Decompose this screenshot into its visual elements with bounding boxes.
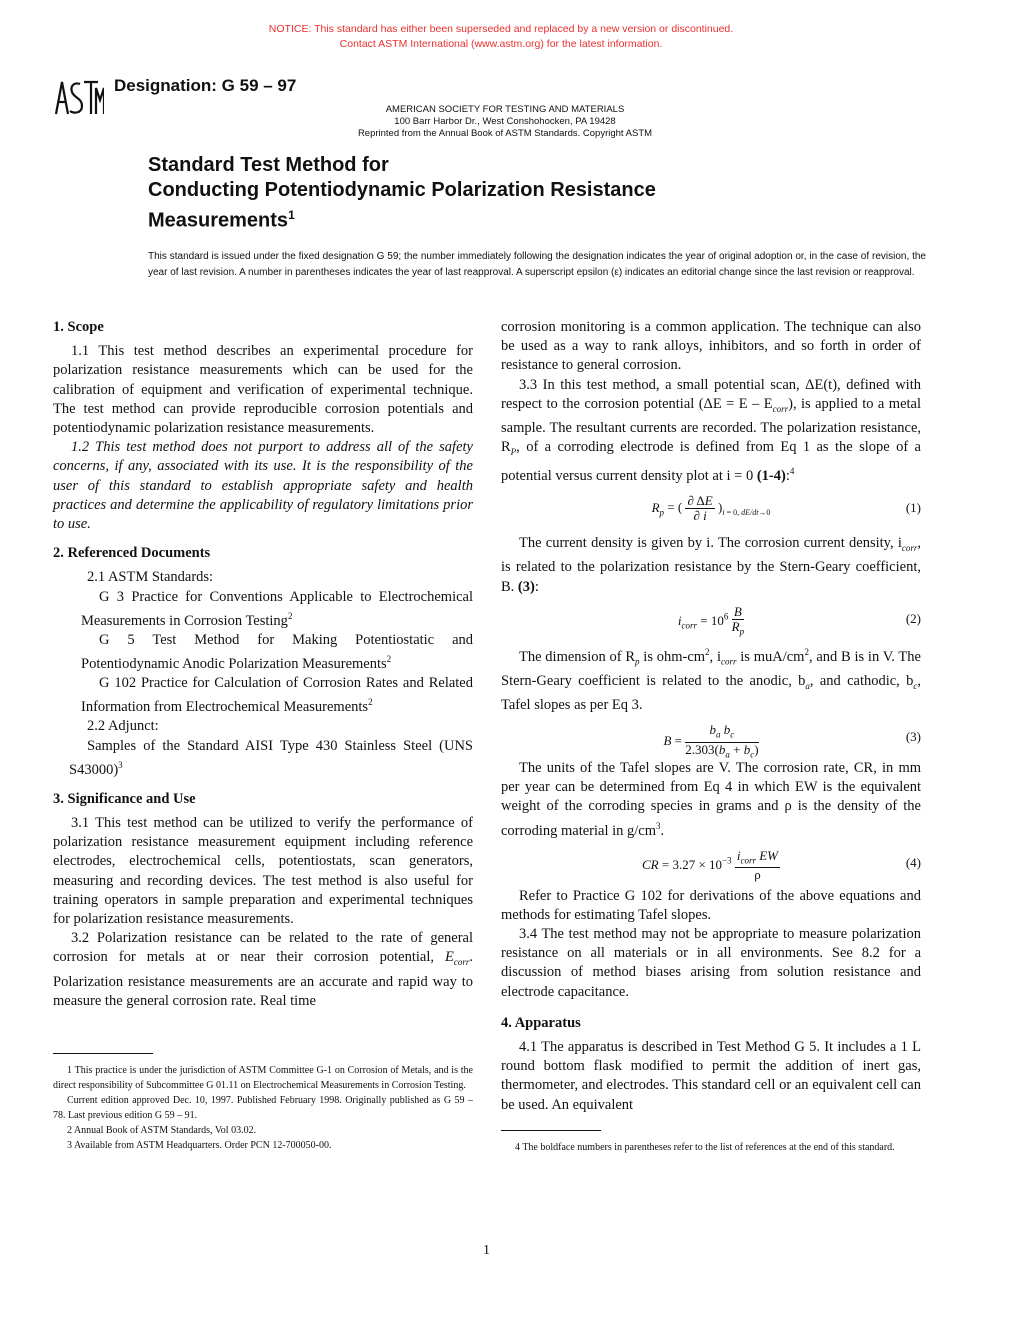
scope-1-1: 1.1 This test method describes an experimental procedure for polarization resistance measurements which can be used for the calibration of equipment and verification of experimental technique. The test method can provide reproducible corrosion potentials and potentiodynamic polarization resistance measurements. bbox=[53, 343, 473, 437]
footnote-rule-right bbox=[501, 1130, 601, 1131]
document-title bbox=[148, 153, 656, 234]
equation-3-number: (3) bbox=[905, 728, 921, 744]
designation: Designation: G 59 – 97 bbox=[114, 76, 297, 95]
ref-g3: G 3 Practice for Conventions Applicable to Electrochemical Measurements in Corrosion Testing$^2$ bbox=[81, 588, 473, 629]
significance-heading: 3. Significance and Use bbox=[53, 790, 196, 807]
notice-line-2: Contact ASTM International (www.astm.org) for the latest information. bbox=[339, 38, 663, 50]
sig-3-1: 3.1 This test method can be utilized to verify the performance of polarization resistance measurement equipment including reference electrodes, electrochemical cells, potentiostats, scan generators, measuring and recording devices. The test method is also useful for training operators in sample preparation and experimental techniques for polarization resistance measurements. bbox=[53, 814, 473, 927]
footnotes-right bbox=[501, 1140, 921, 1155]
scope-heading: 1. Scope bbox=[53, 319, 104, 335]
superseded-notice bbox=[0, 22, 1002, 52]
sig-3-2-continued: corrosion monitoring is a common application. The technique can also be used as a way to rank alloys, inhibitors, and so forth in order of resistance to general corrosion. bbox=[501, 319, 921, 374]
publisher-line-1: AMERICAN SOCIETY FOR TESTING AND MATERIALS bbox=[385, 104, 625, 115]
publisher-line-2: 100 Barr Harbor Dr., West Conshohocken, PA 19428 bbox=[394, 116, 616, 127]
left-column bbox=[53, 318, 473, 1011]
sig-3-3: 3.3 In this test method, a small potential scan, ΔE(t), defined with respect to the corrosion potential $(\Delta E = E - E_{corr})$, is applied to a metal sample. The resultant currents are recorded. The polarization resistance, $R_P$, of a corroding electrode is defined from Eq 1 as the slope of a potential versus current density plot at i = 0 (1-4):$^4$ bbox=[501, 376, 921, 485]
equation-1: $R_p$ = ( $\frac{\partial \Delta E}{\partial i}$ )$_{i = 0, dE/dt\to 0}$ (1) bbox=[651, 493, 921, 524]
footnote-rule-left bbox=[53, 1053, 153, 1054]
refdocs-2-2: 2.2 Adjunct: bbox=[87, 718, 159, 735]
title-line-1: Standard Test Method for bbox=[148, 154, 389, 176]
sig-3-4: 3.4 The test method may not be appropriate to measure polarization resistance on all materials or in all environments. See 8.2 for a discussion of method biases arising from solution resistance and electrode capacitance. bbox=[501, 926, 921, 1000]
refdocs-heading: 2. Referenced Documents bbox=[53, 545, 211, 562]
sig-3-2: 3.2 Polarization resistance can be related to the rate of general corrosion for metals at or near their corrosion potential, $E_{corr}$. Polarization resistance measurements are an accurate and rapid way to measure the general corrosion rate. Real time bbox=[53, 930, 474, 1009]
adjunct: Samples of the Standard AISI Type 430 Stainless Steel (UNS S43000)$^3$ bbox=[69, 737, 473, 778]
page-number: 1 bbox=[483, 1243, 490, 1258]
publisher-line-3: Reprinted from the Annual Book of ASTM Standards. Copyright ASTM bbox=[357, 128, 653, 139]
footnote-1-edition: Current edition approved Dec. 10, 1997. Published February 1998. Originally published as G 59 – 78. Last previous edition G 59 – 91. bbox=[53, 1095, 473, 1121]
footnote-1: 1 This practice is under the jurisdiction of ASTM Committee G-1 on Corrosion of Metals, and is the direct responsibility of Subcommittee G 01.11 on Electrochemical Measurements in Corrosion Testing. bbox=[53, 1065, 473, 1091]
title-line-3: Measurements bbox=[148, 209, 289, 232]
current-density-para: The current density is given by i. The corrosion current density, $i_{corr}$, is related to the polarization resistance by the Stern-Geary coefficient, B. (3): bbox=[501, 535, 921, 595]
title-footnote-mark: 1 bbox=[288, 208, 295, 222]
apparatus-heading: 4. Apparatus bbox=[501, 1014, 581, 1031]
right-column bbox=[501, 318, 921, 1115]
dimension-para: The dimension of $R_p$ is ohm-$cm^2$, $i_{corr}$ is muA/$cm^2$, and B is in V. The Stern-Geary coefficient is related to the anodic, $b_a$, and cathodic, $b_c$, Tafel slopes as per Eq 3. bbox=[501, 646, 921, 713]
refer-para: Refer to Practice G 102 for derivations of the above equations and methods for estimating Tafel slopes. bbox=[501, 887, 921, 923]
equation-4: CR = $3.27 \times 10^{-3}$ $\frac{i_{corr} EW}{\rho}$ (4) bbox=[641, 847, 921, 883]
issued-note: This standard is issued under the fixed designation G 59; the number immediately following the designation indicates the year of original adoption or, in the case of revision, the year of last revision. A number in parentheses indicates the year of last reapproval. A superscript epsilon (ε) indicates an editorial change since the last revision or reapproval. bbox=[148, 251, 926, 278]
equation-3: B = $\frac{b_a b_c}{2.303(b_a + b_c)}$ (3) bbox=[663, 721, 921, 760]
equation-2-number: (2) bbox=[905, 610, 921, 626]
ref-g5: G 5 Test Method for Making Potentiostatic and Potentiodynamic Anodic Polarization Measurements$^2$ bbox=[81, 631, 473, 672]
publisher-block bbox=[340, 104, 670, 140]
refdocs-2-1: 2.1 ASTM Standards: bbox=[87, 569, 214, 586]
equation-2: $i_{corr} = 10^6$ $\frac{B}{R_p}$ (2) bbox=[677, 603, 921, 637]
scope-1-2: 1.2 This test method does not purport to address all of the safety concerns, if any, associated with its use. It is the responsibility of the user of this standard to establish appropriate safety and health practices and determine the applicability of regulatory limitations prior to use. bbox=[53, 439, 473, 533]
equation-4-number: (4) bbox=[905, 854, 921, 870]
footnote-2: 2 Annual Book of ASTM Standards, Vol 03.02. bbox=[67, 1125, 257, 1136]
equation-1-number: (1) bbox=[905, 500, 921, 516]
footnote-4: 4 The boldface numbers in parentheses refer to the list of references at the end of this standard. bbox=[515, 1142, 895, 1153]
title-line-2: Conducting Potentiodynamic Polarization Resistance bbox=[148, 179, 656, 201]
ref-g102: G 102 Practice for Calculation of Corrosion Rates and Related Information from Electrochemical Measurements$^2$ bbox=[81, 675, 473, 716]
units-para: The units of the Tafel slopes are V. The corrosion rate, CR, in mm per year can be determined from Eq 4 in which EW is the equivalent weight of the corroding species in grams and ρ is the density of the corroding material in $g/cm^3$. bbox=[501, 759, 921, 839]
astm-logo-icon bbox=[52, 76, 104, 118]
footnotes-left bbox=[53, 1063, 473, 1153]
footnote-3: 3 Available from ASTM Headquarters. Order PCN 12-700050-00. bbox=[67, 1140, 332, 1151]
notice-line-1: NOTICE: This standard has either been superseded and replaced by a new version or discontinued. bbox=[268, 23, 734, 35]
app-4-1: 4.1 The apparatus is described in Test Method G 5. It includes a 1 L round bottom flask modified to permit the addition of inert gas, thermometer, and electrodes. This standard cell or an equivalent cell can be used. An equivalent bbox=[501, 1039, 921, 1113]
